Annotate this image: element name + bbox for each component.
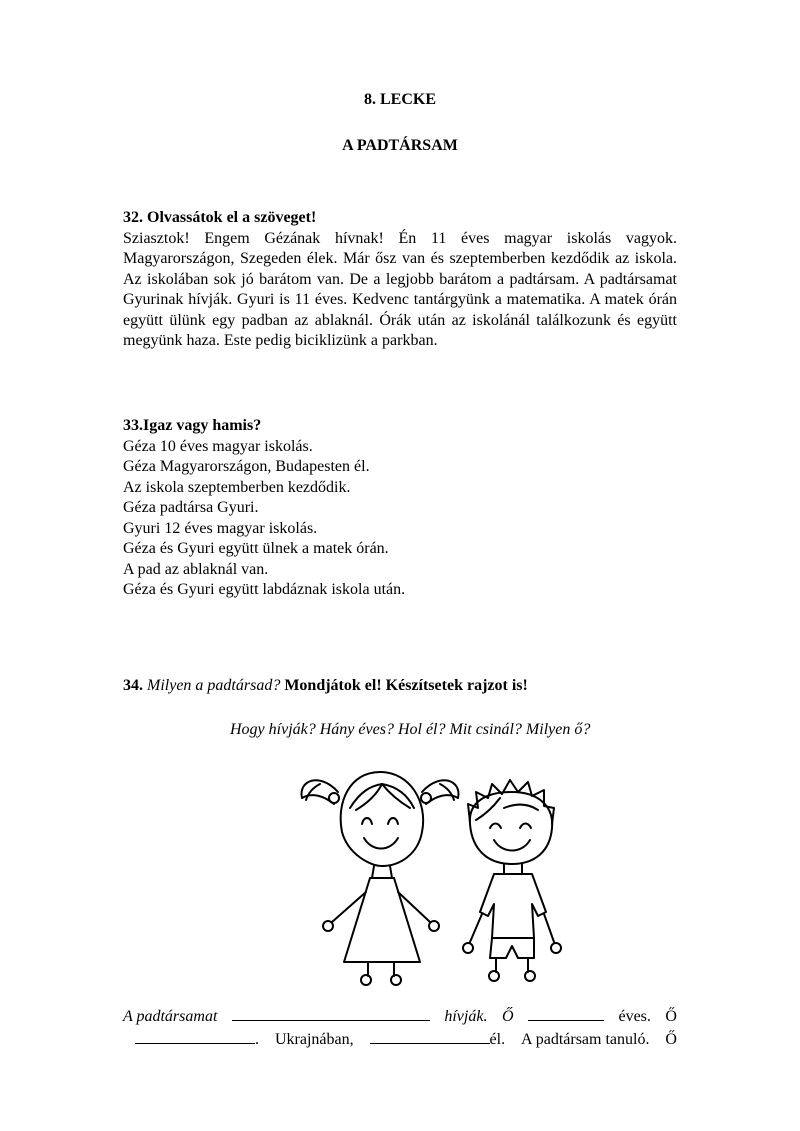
- fill-text: hívják.: [444, 1008, 488, 1025]
- age-blank[interactable]: [528, 1006, 604, 1021]
- statement: Géza és Gyuri együtt labdáznak iskola után.: [123, 581, 406, 598]
- exercise-34-instruction: Mondjátok el! Készítsetek rajzot is!: [284, 677, 528, 694]
- fill-text: éves.: [618, 1008, 651, 1025]
- exercise-34-prompts: Hogy hívják? Hány éves? Hol él? Mit csinál? Milyen ő?: [230, 721, 591, 738]
- fill-text: A padtársam tanuló.: [521, 1031, 650, 1048]
- lesson-title: A PADTÁRSAM: [342, 137, 458, 154]
- name-blank[interactable]: [232, 1006, 430, 1021]
- exercise-33: [123, 416, 677, 601]
- statement: Géza és Gyuri együtt ülnek a matek órán.: [123, 540, 389, 557]
- fill-text: Ukrajnában,: [274, 1031, 354, 1048]
- fill-text: Ő: [665, 1031, 677, 1048]
- exercise-33-heading: 33.Igaz vagy hamis?: [123, 417, 262, 434]
- exercise-34-heading: [123, 676, 677, 697]
- statement: Géza 10 éves magyar iskolás.: [123, 437, 313, 455]
- fill-text: Ő: [665, 1008, 677, 1025]
- statement: Az iskola szeptemberben kezdődik.: [123, 478, 351, 496]
- exercise-34-question: Milyen a padtársad?: [147, 677, 281, 694]
- city-blank[interactable]: [370, 1029, 490, 1044]
- fill-text: Ő: [501, 1008, 514, 1025]
- fill-segment: [123, 1029, 259, 1049]
- exercise-32-heading: 32. Olvassátok el a szöveget!: [123, 209, 317, 226]
- fill-text: .: [255, 1031, 259, 1048]
- fill-text: él.: [489, 1031, 506, 1048]
- fill-in-line-1: [123, 1006, 677, 1026]
- fill-in-line-2: [123, 1029, 677, 1049]
- nationality-blank[interactable]: [135, 1029, 255, 1044]
- children-drawing: [290, 762, 590, 987]
- fill-text: A padtársamat: [123, 1008, 218, 1025]
- exercise-32: [123, 208, 677, 352]
- fill-segment: [370, 1029, 506, 1049]
- statement: Gyuri 12 éves magyar iskolás.: [123, 519, 318, 537]
- lesson-number: 8. LECKE: [363, 91, 436, 108]
- boy-figure: [463, 780, 561, 981]
- exercise-34-number: 34.: [123, 677, 143, 694]
- statement: Géza padtársa Gyuri.: [123, 499, 259, 516]
- statement: Géza Magyarországon, Budapesten él.: [123, 458, 370, 475]
- exercise-32-text: Sziasztok! Engem Gézának hívnak! Én 11 éves magyar iskolás vagyok. Magyarországon, Szegeden élek. Már ősz van és szeptemberben kezdődik az iskola. Az iskolában sok jó barátom van. De a legjobb barátom a padtársam. A padtársamat Gyurinak hívják. Gyuri is 11 éves. Kedvenc tantárgyünk a matematika. A matek órán együtt ülünk egy padban az ablaknál. Órák után az iskolánál találkozunk és együtt megyünk haza. Este pedig biciklizünk a parkban.: [123, 229, 677, 349]
- girl-figure: [302, 772, 459, 985]
- statement: A pad az ablaknál van.: [123, 560, 269, 578]
